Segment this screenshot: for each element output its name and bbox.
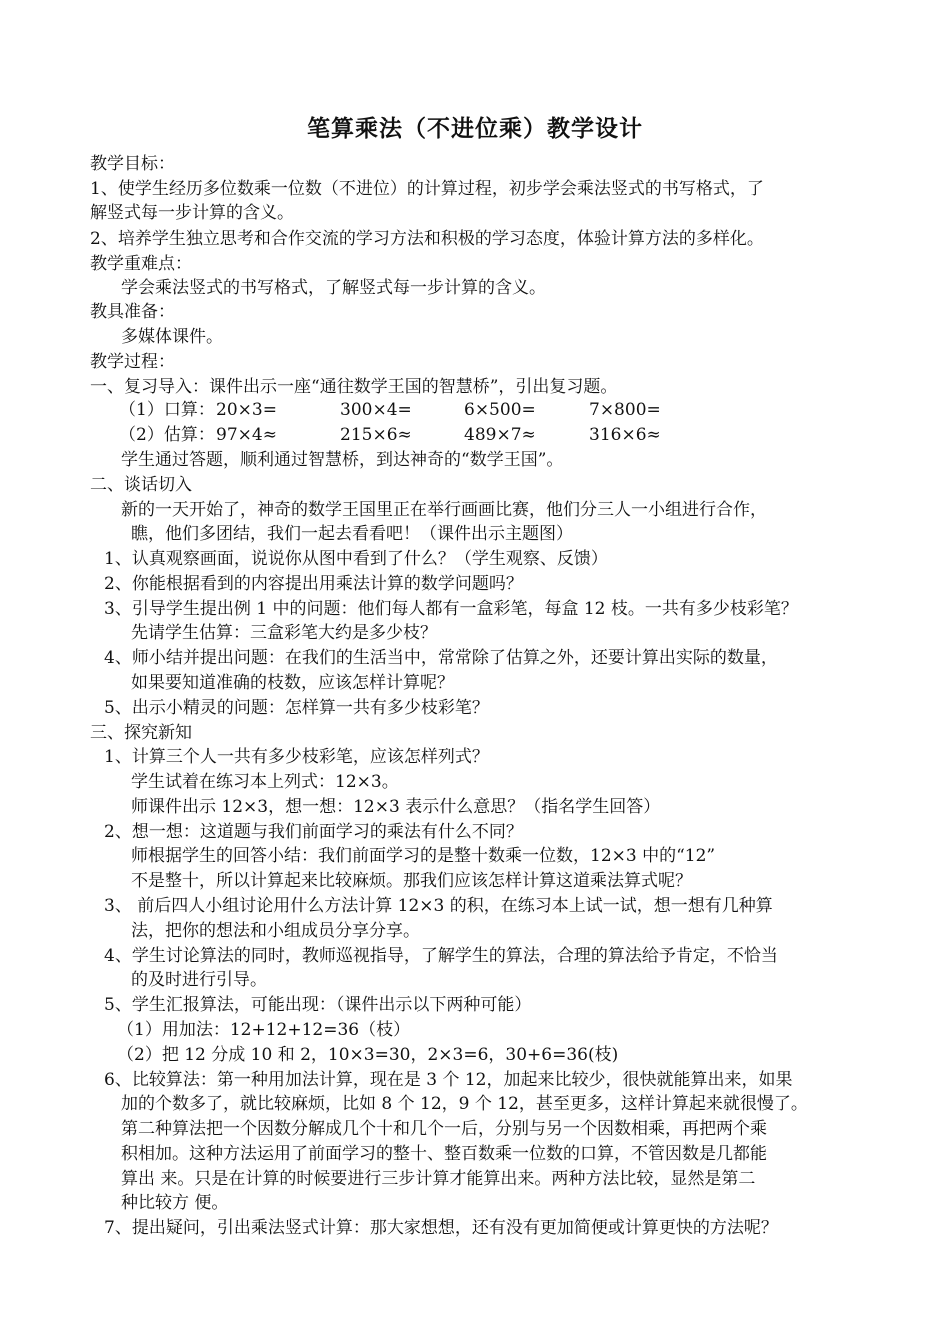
key-points-text: 学会乘法竖式的书写格式，了解竖式每一步计算的含义。 [121,278,546,298]
review-item: 215×6≈ [340,425,412,445]
list-item: 3、 前后四人小组讨论用什么方法计算 12×3 的积，在练习本上试一试，想一想有几种算 [104,896,773,916]
list-item: 1、计算三个人一共有多少枝彩笔，应该怎样列式？ [104,747,489,767]
section-2-heading: 二、谈话切入 [90,475,192,495]
list-item-continued: 先请学生估算：三盒彩笔大约是多少枝？ [131,623,437,643]
section-1-heading: 一、复习导入：课件出示一座“通往数学王国的智慧桥”，引出复习题。 [90,377,618,397]
list-item-continued: 加的个数多了，就比较麻烦，比如 8 个 12，9 个 12，甚至更多，这样计算起来就很慢了。 [121,1094,808,1114]
list-item: 7、提出疑问，引出乘法竖式计算：那大家想想，还有没有更加简便或计算更快的方法呢？ [104,1218,778,1238]
list-item-continued: 的及时进行引导。 [131,970,267,990]
list-item: 1、认真观察画面，说说你从图中看到了什么？（学生观察、反馈） [104,549,608,569]
review-item: 97×4≈ [216,425,277,445]
list-item-continued: 法，把你的想法和小组成员分享分享。 [131,921,420,941]
list-item: 6、比较算法：第一种用加法计算，现在是 3 个 12，加起来比较少，很快就能算出来，如果 [104,1070,793,1090]
list-item-continued: 师课件出示 12×3，想一想：12×3 表示什么意思？（指名学生回答） [131,797,661,817]
paragraph-line: 瞧，他们多团结，我们一起去看看吧！（课件出示主题图） [131,524,573,544]
review-item: 316×6≈ [589,425,661,445]
page-title: 笔算乘法（不进位乘）教学设计 [307,116,643,142]
teaching-aids-text: 多媒体课件。 [121,327,223,347]
paragraph-line: 学生通过答题，顺利通过智慧桥，到达神奇的“数学王国”。 [121,450,564,470]
review-item: 489×7≈ [464,425,536,445]
list-item-continued: 算出 来。只是在计算的时候要进行三步计算才能算出来。两种方法比较，显然是第二 [121,1169,756,1189]
list-item: 5、出示小精灵的问题：怎样算一共有多少枝彩笔？ [104,698,489,718]
goal-1-line-2: 解竖式每一步计算的含义。 [90,203,294,223]
review-item: 300×4= [340,400,412,420]
review-item: 7×800= [589,400,661,420]
heading-key-points: 教学重难点： [90,254,192,274]
list-item: 2、你能根据看到的内容提出用乘法计算的数学问题吗？ [104,574,523,594]
review-row-2-label: （2）估算： [119,425,215,445]
sub-item: （1）用加法：12+12+12=36（枝） [117,1020,411,1040]
sub-item: （2）把 12 分成 10 和 2，10×3=30，2×3=6，30+6=36(枝) [117,1045,619,1065]
paragraph-line: 新的一天开始了，神奇的数学王国里正在举行画画比赛，他们分三人一小组进行合作， [121,500,767,520]
list-item-continued: 学生试着在练习本上列式：12×3。 [131,772,399,792]
goal-1-line-1: 1、使学生经历多位数乘一位数（不进位）的计算过程，初步学会乘法竖式的书写格式，了 [90,179,764,199]
list-item-continued: 师根据学生的回答小结：我们前面学习的是整十数乘一位数，12×3 中的“12” [131,846,716,866]
list-item: 4、师小结并提出问题：在我们的生活当中，常常除了估算之外，还要计算出实际的数量， [104,648,778,668]
review-row-1-label: （1）口算： [119,400,215,420]
list-item: 3、引导学生提出例 1 中的问题：他们每人都有一盒彩笔，每盒 12 枝。一共有多少枝彩笔？ [104,599,798,619]
list-item-continued: 积相加。这种方法运用了前面学习的整十、整百数乘一位数的口算，不管因数是几都能 [121,1144,767,1164]
heading-teaching-process: 教学过程： [90,352,175,372]
list-item-continued: 不是整十，所以计算起来比较麻烦。那我们应该怎样计算这道乘法算式呢？ [131,871,692,891]
review-item: 20×3= [216,400,277,420]
list-item-continued: 第二种算法把一个因数分解成几个十和几个一后，分别与另一个因数相乘，再把两个乘 [121,1119,767,1139]
list-item: 4、学生讨论算法的同时，教师巡视指导，了解学生的算法，合理的算法给予肯定，不恰当 [104,946,778,966]
heading-teaching-aids: 教具准备： [90,302,175,322]
review-item: 6×500= [464,400,536,420]
list-item-continued: 种比较方 便。 [121,1193,229,1213]
goal-2: 2、培养学生独立思考和合作交流的学习方法和积极的学习态度，体验计算方法的多样化。 [90,229,764,249]
section-3-heading: 三、探究新知 [90,723,192,743]
heading-teaching-goals: 教学目标： [90,154,175,174]
list-item-continued: 如果要知道准确的枝数，应该怎样计算呢？ [131,673,454,693]
list-item: 2、想一想：这道题与我们前面学习的乘法有什么不同？ [104,822,523,842]
list-item: 5、学生汇报算法，可能出现：（课件出示以下两种可能） [104,995,532,1015]
